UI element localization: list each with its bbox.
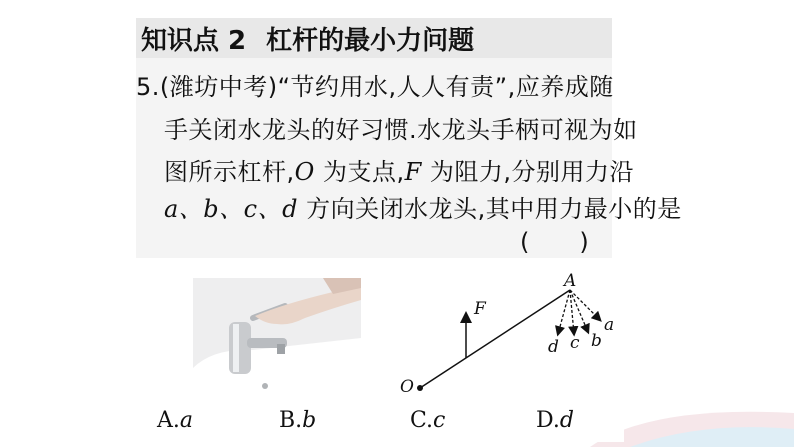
- question-line-2: 手关闭水龙头的好习惯.水龙头手柄可视为如: [164, 116, 638, 144]
- q3-pre: 图所示杠杆,: [164, 158, 295, 186]
- q4-letters: a、b、c、d: [164, 195, 298, 223]
- section-heading: 杠杆的最小力问题: [266, 25, 475, 56]
- label-b: b: [591, 331, 602, 351]
- q3-O: O: [294, 158, 315, 186]
- faucet-hand-illustration: [193, 278, 361, 402]
- lever-diagram: [390, 266, 630, 402]
- label-F: F: [474, 299, 486, 319]
- faucet-photo: [193, 278, 361, 402]
- blank-open: (: [520, 228, 530, 256]
- section-label: 知识点 2: [141, 25, 247, 56]
- q3-F: F: [404, 158, 422, 186]
- q4-post: 方向关闭水龙头,其中用力最小的是: [297, 195, 682, 223]
- label-d: d: [548, 337, 559, 357]
- option-a[interactable]: [157, 408, 193, 433]
- question-line-4: [164, 189, 682, 224]
- q3-post: 为阻力,分别用力沿: [421, 158, 635, 186]
- label-O: O: [400, 377, 414, 397]
- section-title: [136, 18, 612, 58]
- answer-blank: [520, 228, 589, 256]
- question-line-1: 5.(潍坊中考)“节约用水,人人有责”,应养成随: [136, 73, 614, 101]
- option-d-key: D.: [536, 408, 560, 433]
- pivot-dot: [417, 385, 423, 391]
- option-a-value: a: [179, 408, 194, 433]
- label-a: a: [604, 315, 615, 335]
- q3-mid: 为支点,: [314, 158, 405, 186]
- option-b-value: b: [302, 408, 317, 433]
- option-c-key: C.: [410, 408, 434, 433]
- option-d-value: d: [559, 408, 574, 433]
- option-c[interactable]: [410, 408, 445, 433]
- label-c: c: [570, 333, 580, 353]
- blank-close: ): [579, 228, 589, 256]
- option-a-key: A.: [157, 408, 180, 433]
- option-b[interactable]: [279, 408, 316, 433]
- option-c-value: c: [433, 408, 446, 433]
- question-line-3: [164, 152, 640, 187]
- label-A: A: [564, 271, 577, 291]
- option-b-key: B.: [279, 408, 303, 433]
- option-d[interactable]: [536, 408, 574, 433]
- dir-a-arrow: [570, 290, 600, 320]
